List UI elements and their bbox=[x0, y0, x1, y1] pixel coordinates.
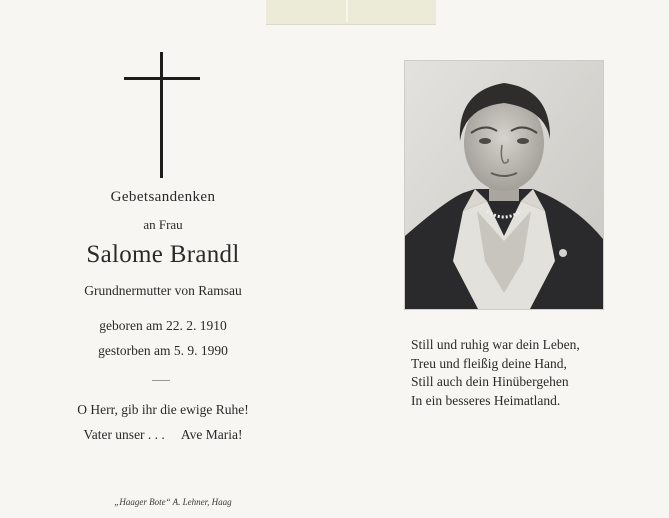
portrait-photo bbox=[404, 60, 604, 310]
deceased-name: Salome Brandl bbox=[86, 241, 240, 268]
poem-line: Treu und fleißig deine Hand, bbox=[411, 355, 567, 371]
salutation: an Frau bbox=[143, 217, 183, 232]
poem-line: Still und ruhig war dein Leben, bbox=[411, 337, 580, 352]
card-heading: Gebetsandenken bbox=[110, 189, 216, 205]
poem-line: In ein besseres Heimatland. bbox=[411, 392, 561, 408]
prayer-line-1: O Herr, gib ihr die ewige Ruhe! bbox=[77, 402, 249, 417]
death-date: gestorben am 5. 9. 1990 bbox=[98, 343, 228, 358]
cross-icon bbox=[124, 52, 200, 178]
birth-date: geboren am 22. 2. 1910 bbox=[99, 318, 227, 333]
printer-imprint: „Haager Bote“ A. Lehner, Haag bbox=[114, 497, 232, 507]
divider bbox=[152, 380, 170, 381]
poem-line: Still auch dein Hinübergehen bbox=[411, 374, 569, 389]
prayer-line-2: Vater unser . . . Ave Maria! bbox=[83, 427, 243, 442]
tape-crease bbox=[346, 0, 348, 22]
adhesive-tape-strip bbox=[266, 0, 436, 25]
deceased-title: Grundnermutter von Ramsau bbox=[84, 283, 242, 298]
memorial-poem bbox=[411, 336, 631, 410]
